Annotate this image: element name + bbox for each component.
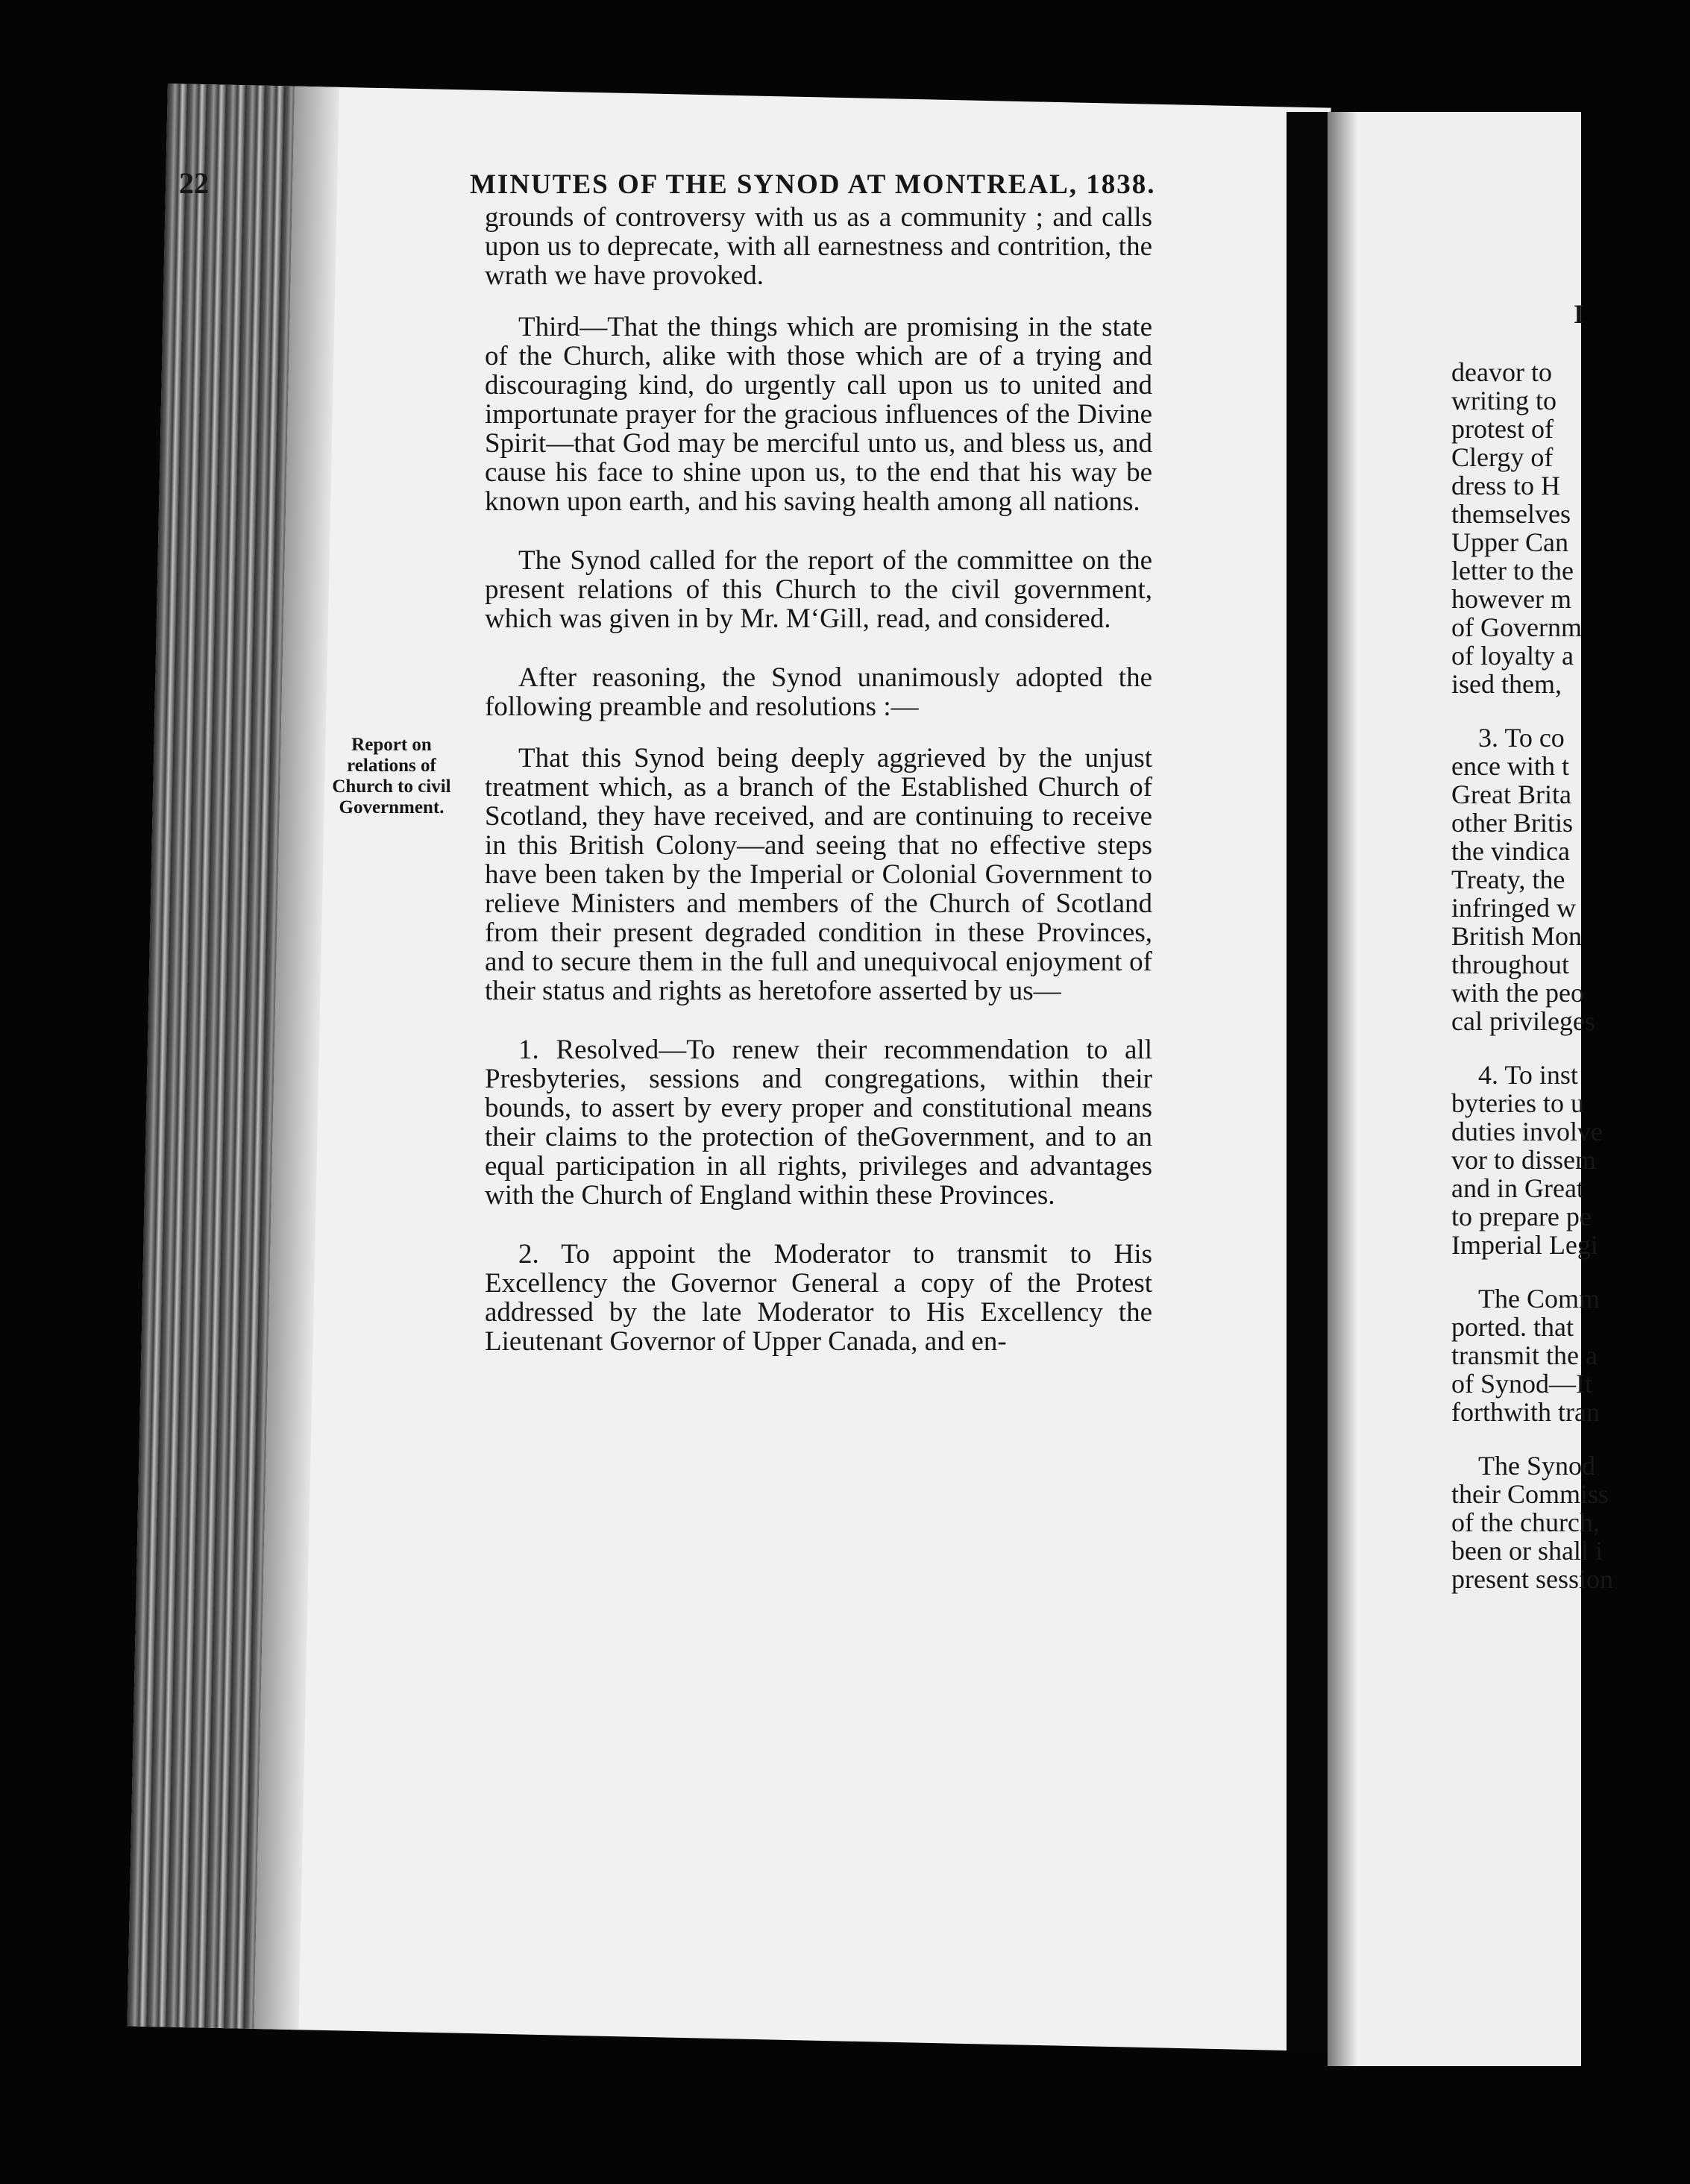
right-line: The Synod	[1478, 1451, 1595, 1481]
right-line: the vindica	[1451, 836, 1570, 866]
right-line: of Synod—It	[1451, 1369, 1592, 1399]
page-number: 22	[179, 166, 209, 200]
right-line: throughout	[1451, 950, 1569, 979]
right-line: protest of	[1451, 414, 1554, 444]
right-line: present session	[1451, 1564, 1613, 1594]
right-line: Treaty, the	[1451, 865, 1565, 894]
book-gutter	[1287, 112, 1331, 2051]
paragraph-reasoning: After reasoning, the Synod unanimously adopted the following preamble and resolutions :—	[485, 662, 1152, 722]
margin-note: Report on relations of Church to civil Government.	[332, 735, 451, 818]
right-line: writing to	[1451, 386, 1557, 415]
right-line: The Comm	[1478, 1284, 1600, 1314]
right-line: byteries to u	[1451, 1088, 1584, 1118]
right-line: to prepare pe	[1451, 1202, 1592, 1231]
right-line: with the peo	[1451, 978, 1584, 1008]
paragraph-continuation: grounds of controversy with us as a community ; and calls upon us to deprecate, with all earnestness and contrition, the wrath we have provoked.	[485, 202, 1152, 291]
running-head: MINUTES OF THE SYNOD AT MONTREAL, 1838.	[470, 169, 1156, 200]
right-line: duties involve	[1451, 1117, 1603, 1146]
right-page-shadow	[1328, 112, 1357, 2066]
right-line: themselves	[1451, 499, 1571, 529]
right-line: 3. To co	[1478, 723, 1565, 753]
right-line: infringed w	[1451, 893, 1576, 923]
right-line: and in Great	[1451, 1173, 1584, 1203]
right-line: however m	[1451, 584, 1571, 614]
right-line: ported. that	[1451, 1312, 1574, 1342]
right-line: Great Brita	[1451, 779, 1571, 809]
right-line: cal privileges	[1451, 1006, 1595, 1036]
right-line: 4. To inst	[1478, 1060, 1578, 1090]
right-page-header-fragment: I	[1574, 299, 1585, 329]
right-line: British Mon	[1451, 921, 1583, 951]
paragraph-resolution-2: 2. To appoint the Moderator to transmit to His Excellency the Governor General a copy of the Protest addressed by the late Moderator to His Excellency the Lieutenant Governor of Upper Canada, and en-	[485, 1239, 1152, 1357]
right-page-body	[1451, 358, 1690, 1593]
paragraph-preamble: That this Synod being deeply aggrieved by the unjust treatment which, as a branch of the Established Church of Scotland, they have received, and are continuing to receive in this British Colony—and seeing that no effective steps have been taken by the Imperial or Colonial Government to relieve Ministers and members of the Church of Scotland from their present degraded condition in these Provinces, and to secure them in the full and unequivocal enjoyment of their status and rights as heretofore asserted by us—	[485, 743, 1152, 1006]
right-line: dress to H	[1451, 471, 1560, 501]
right-line: Clergy of	[1451, 442, 1554, 472]
right-line: ence with t	[1451, 751, 1569, 781]
right-line: vor to dissem	[1451, 1145, 1596, 1175]
right-line: been or shall i	[1451, 1536, 1603, 1566]
right-line: other Britis	[1451, 808, 1573, 838]
right-line: forthwith tran	[1451, 1397, 1600, 1427]
right-line: of Governm	[1451, 612, 1582, 642]
right-line: of loyalty a	[1451, 641, 1574, 671]
paragraph-third: Third—That the things which are promising in the state of the Church, alike with those which are of a trying and discouraging kind, do urgently call upon us to united and importunate prayer for the gracious influences of the Divine Spirit—that God may be merciful unto us, and bless us, and cause his face to shine upon us, to the end that his way be known upon earth, and his saving health among all nations.	[485, 312, 1152, 517]
right-line: Imperial Legi	[1451, 1230, 1598, 1260]
right-line: transmit the a	[1451, 1340, 1598, 1370]
paragraph-resolution-1: 1. Resolved—To renew their recommendation to all Presbyteries, sessions and congregations, within their bounds, to assert by every proper and constitutional means their claims to the protection of theGovernment, and to an equal participation in all rights, privileges and advantages with the Church of England within these Provinces.	[485, 1035, 1152, 1211]
right-line: their Commiss	[1451, 1479, 1609, 1509]
paragraph-report: The Synod called for the report of the committee on the present relations of this Church to the civil government, which was given in by Mr. M‘Gill, read, and considered.	[485, 545, 1152, 634]
right-line: letter to the	[1451, 556, 1574, 586]
right-line: deavor to	[1451, 357, 1552, 387]
left-page-body	[485, 203, 1152, 1378]
right-line: ised them,	[1451, 669, 1562, 699]
right-line: of the church,	[1451, 1507, 1600, 1537]
right-line: Upper Can	[1451, 527, 1568, 557]
